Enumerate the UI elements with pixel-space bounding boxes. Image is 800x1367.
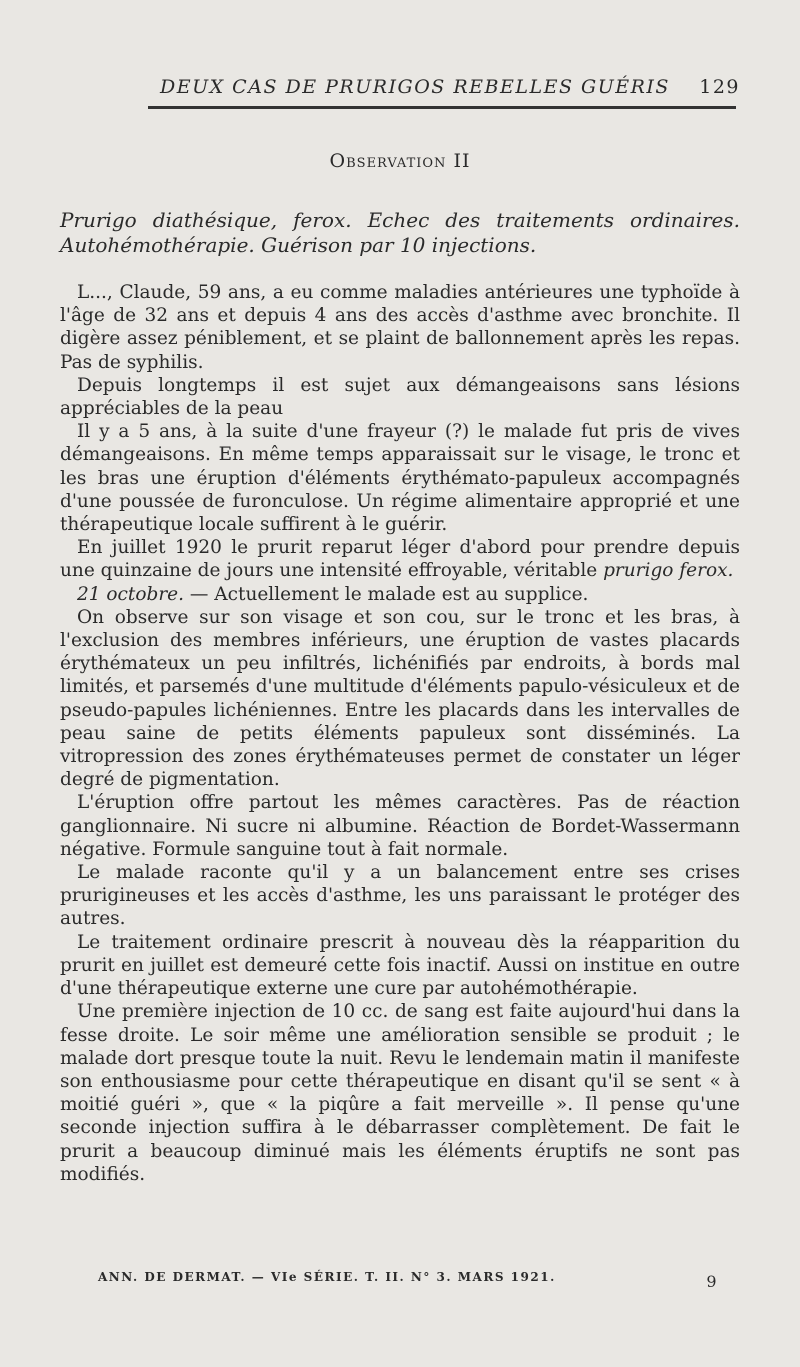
observation-subtitle: Prurigo diathésique, ferox. Echec des traitements ordinaires. Autohémothérapie. Guérison par 10 injections. [60,208,740,257]
observation-title: Observation II [329,150,471,172]
footer-citation: ANN. DE DERMAT. — VIe SÉRIE. T. II. N° 3. MARS 1921. [98,1270,556,1284]
prurigo-ferox-term: prurigo ferox. [603,560,734,582]
paragraph-text: — Actuellement le malade est au supplice. [189,583,589,605]
paragraph-text: En juillet 1920 le prurit reparut léger d'abord pour prendre depuis une quinzaine de jours une intensité effroyable, véritable [60,537,740,582]
date-label: 21 octobre. [77,583,185,605]
paragraph: Depuis longtemps il est sujet aux démangeaisons sans lésions appréciables de la peau [60,374,740,420]
paragraph [60,536,740,582]
signature-mark: 9 [706,1272,718,1291]
page-number: 129 [699,76,740,98]
paragraph [60,583,740,606]
paragraph: L'éruption offre partout les mêmes caractères. Pas de réaction ganglionnaire. Ni sucre ni albumine. Réaction de Bordet-Wassermann négative. Formule sanguine tout à fait normale. [60,792,740,860]
header-rule [148,106,736,109]
body-text [60,281,740,1186]
paragraph: Le traitement ordinaire prescrit à nouveau dès la réapparition du prurit en juillet est demeuré cette fois inactif. Aussi on institue en outre d'une thérapeutique externe une cure par autohémothérapie. [60,931,740,1000]
running-title: DEUX CAS DE PRURIGOS REBELLES GUÉRIS [160,76,670,98]
footer [98,1270,718,1291]
paragraph: On observe sur son visage et son cou, sur le tronc et les bras, à l'exclusion des membres inférieurs, une éruption de vastes placards érythémateux un peu infiltrés, lichénifiés par endroits, à bords mal limités, et parsemés d'une multitude d'éléments papulo-vésiculeux et de pseudo-papules lichéniennes. Entre les placards dans les intervalles de peau saine de petits éléments papuleux sont disséminés. La vitropression des zones érythémateuses permet de constater un léger degré de pigmentation. [60,606,740,791]
paragraph: L..., Claude, 59 ans, a eu comme maladies antérieures une typhoïde à l'âge de 32 ans et depuis 4 ans des accès d'asthme avec bronchite. Il digère assez péniblement, et se plaint de ballonnement après les repas. Pas de syphilis. [60,282,740,373]
paragraph: Le malade raconte qu'il y a un balancement entre ses crises prurigineuses et les accès d'asthme, les uns paraissant le protéger des autres. [60,862,740,930]
paragraph: Une première injection de 10 cc. de sang est faite aujourd'hui dans la fesse droite. Le soir même une amélioration sensible se produit ; le malade dort presque toute la nuit. Revu le lendemain matin il manifeste son enthousiasme pour cette thérapeutique en disant qu'il se sent « à moitié guéri », que « la piqûre a fait merveille ». Il pense qu'une seconde injection suffira à le débarrasser complètement. De fait le prurit a beaucoup diminué mais les éléments éruptifs ne sont pas modifiés. [60,1001,740,1185]
paragraph: Il y a 5 ans, à la suite d'une frayeur (?) le malade fut pris de vives démangeaisons. En même temps apparaissait sur le visage, le tronc et les bras une éruption d'éléments érythémato-papuleux accompagnés d'une poussée de furonculose. Un régime alimentaire approprié et une thérapeutique locale suffirent à le guérir. [60,421,740,536]
